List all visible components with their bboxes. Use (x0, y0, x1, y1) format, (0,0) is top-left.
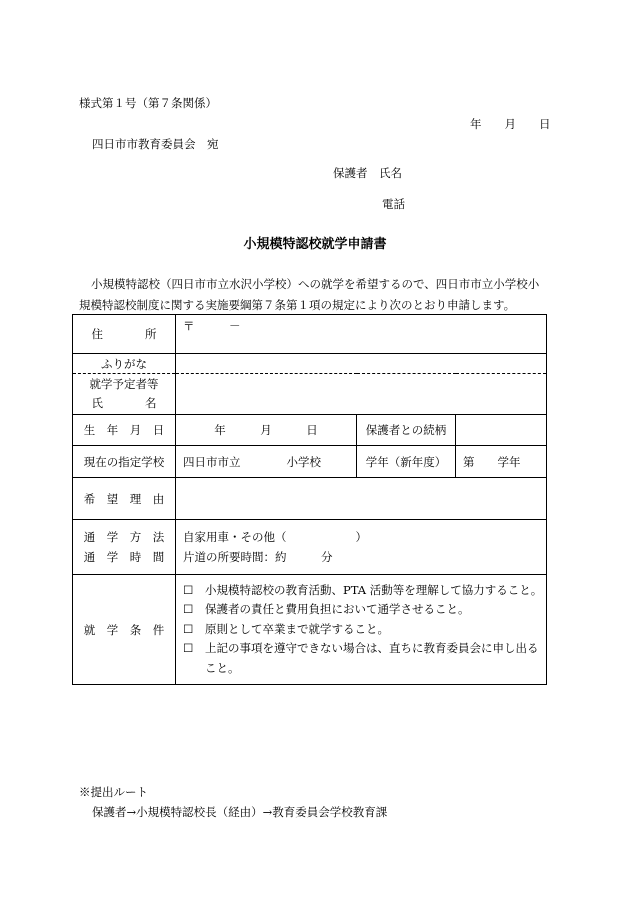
commute-label-cell (73, 520, 176, 575)
condition-item (183, 600, 546, 620)
condition-text: 保護者の責任と費用負担において通学させること。 (205, 602, 470, 617)
furigana-row (73, 354, 547, 374)
guardian-phone-label: 電話 (382, 197, 405, 211)
submit-route: 保護者→小規模特認校長（経由）→教育委員会学校教育課 (92, 805, 388, 819)
birth-label: 生 年 月 日 (73, 415, 176, 446)
intro-line-1: 小規模特認校（四日市市立水沢小学校）への就学を希望するので、四日市市立小学校小 (91, 277, 540, 291)
application-form-table (72, 314, 547, 685)
condition-item-continuation (183, 659, 546, 679)
student-label-2a: 氏 (91, 396, 103, 410)
birth-row (73, 415, 547, 446)
condition-item (183, 639, 546, 659)
intro-paragraph (79, 274, 539, 316)
conditions-label: 就 学 条 件 (73, 575, 176, 685)
checkbox-icon[interactable]: ☐ (183, 621, 194, 636)
address-label-cell (73, 315, 176, 354)
checkbox-icon[interactable]: ☐ (183, 582, 194, 597)
postal-mark: 〒 － (183, 319, 241, 333)
student-name-label-cell (73, 374, 176, 415)
student-name-row (73, 374, 547, 415)
school-row (73, 446, 547, 478)
reason-label: 希 望 理 由 (73, 478, 176, 520)
conditions-cell (176, 575, 547, 685)
reason-row (73, 478, 547, 520)
commute-field[interactable] (176, 520, 547, 575)
address-field[interactable] (176, 315, 547, 354)
student-label-2b: 名 (145, 396, 157, 410)
furigana-field[interactable] (176, 354, 547, 374)
conditions-list (176, 581, 546, 679)
school-field[interactable]: 四日市市立 小学校 (176, 446, 357, 478)
relation-field[interactable] (456, 415, 547, 446)
condition-item (183, 581, 546, 601)
conditions-row (73, 575, 547, 685)
relation-label: 保護者との続柄 (357, 415, 456, 446)
furigana-label: ふりがな (73, 354, 176, 374)
grade-label: 学年（新年度） (357, 446, 456, 478)
condition-text: こと。 (205, 660, 240, 675)
address-label-a: 住 (91, 327, 103, 341)
commute-method-value: 自家用車・その他（ ） (183, 530, 367, 544)
addressee: 四日市市教育委員会 宛 (92, 137, 219, 151)
address-row (73, 315, 547, 354)
birth-date-field[interactable]: 年 月 日 (176, 415, 357, 446)
intro-line-2: 規模特認校制度に関する実施要綱第７条第１項の規定により次のとおり申請します。 (79, 298, 516, 312)
school-label: 現在の指定学校 (73, 446, 176, 478)
condition-text: 原則として卒業まで就学すること。 (205, 621, 389, 636)
date-line: 年 月 日 (470, 117, 551, 131)
condition-text: 小規模特認校の教育活動、PTA 活動等を理解して協力すること。 (205, 582, 543, 597)
commute-method-label: 通 学 方 法 (83, 530, 165, 544)
guardian-name-label: 保護者 氏名 (333, 166, 402, 180)
commute-time-label: 通 学 時 間 (83, 550, 165, 564)
condition-item (183, 620, 546, 640)
checkbox-icon[interactable]: ☐ (183, 602, 194, 617)
student-name-field[interactable] (176, 374, 547, 415)
address-label-b: 所 (145, 327, 157, 341)
grade-field[interactable]: 第 学年 (456, 446, 547, 478)
student-label-1: 就学予定者等 (89, 377, 159, 391)
document-title: 小規模特認校就学申請書 (243, 237, 387, 252)
checkbox-icon[interactable]: ☐ (183, 641, 194, 656)
reason-field[interactable] (176, 478, 547, 520)
submit-route-note: ※提出ルート (79, 785, 148, 799)
form-number: 様式第１号（第７条関係） (79, 96, 217, 110)
commute-row (73, 520, 547, 575)
commute-time-value: 片道の所要時間：約 分 (183, 550, 333, 564)
condition-text: 上記の事項を遵守できない場合は、直ちに教育委員会に申し出る (205, 641, 539, 656)
